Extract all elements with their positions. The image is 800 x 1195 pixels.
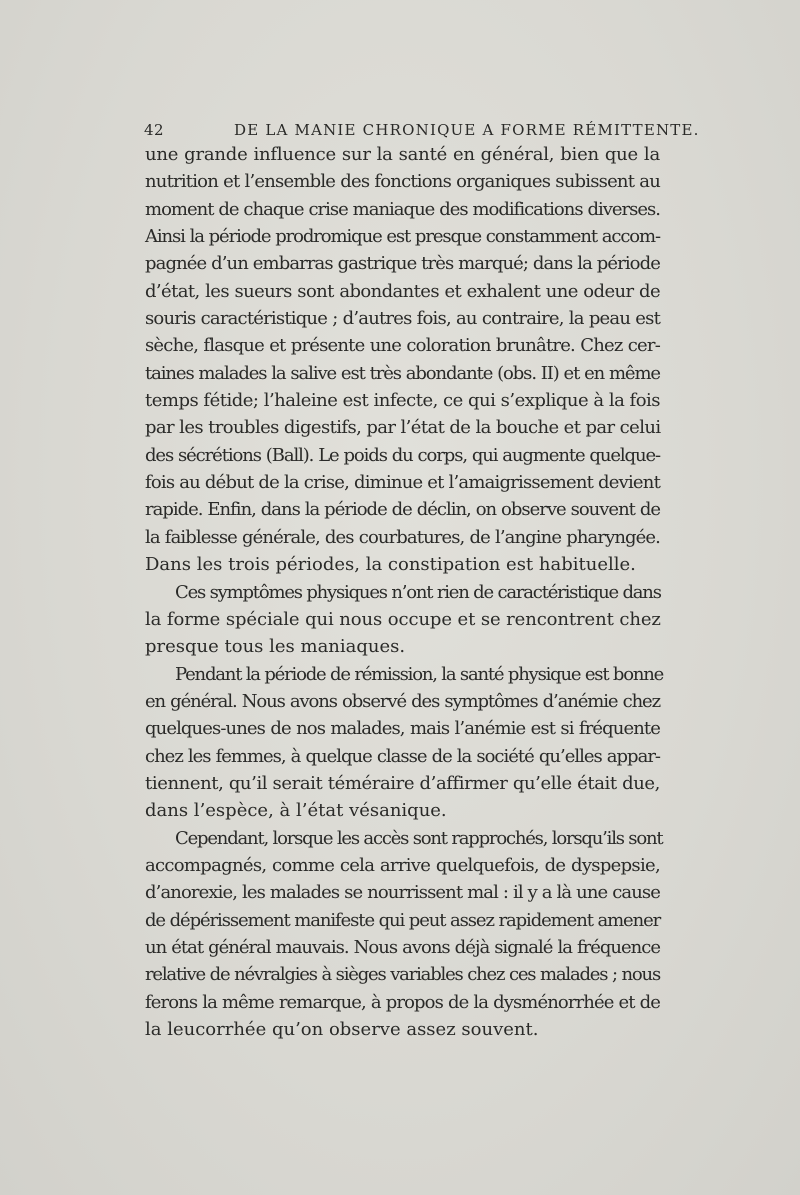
text-line: des sécrétions (Ball). Le poids du corps, qui augmente quelque- bbox=[145, 444, 660, 466]
text-line: moment de chaque crise maniaque des modifications diverses. bbox=[145, 198, 660, 220]
text-line: une grande influence sur la santé en général, bien que la bbox=[145, 144, 660, 165]
text-line: nutrition et l’ensemble des fonctions organiques subissent au bbox=[145, 171, 660, 193]
text-line: presque tous les maniaques. bbox=[145, 636, 406, 658]
text-line: taines malades la salive est très abondante (obs. II) et en même bbox=[145, 362, 660, 384]
text-line: Pendant la période de rémission, la santé physique est bonne bbox=[175, 663, 664, 685]
text-line: d’anorexie, les malades se nourrissent mal : il y a là une cause bbox=[145, 882, 660, 904]
text-line: Ces symptômes physiques n’ont rien de caractéristique dans bbox=[175, 581, 661, 603]
text-line: temps fétide; l’haleine est infecte, ce qui s’explique à la fois bbox=[145, 390, 661, 412]
text-line: chez les femmes, à quelque classe de la société qu’elles appar- bbox=[145, 745, 660, 767]
text-line: la forme spéciale qui nous occupe et se rencontrent chez bbox=[145, 608, 661, 630]
text-line: un état général mauvais. Nous avons déjà signalé la fréquence bbox=[145, 936, 660, 958]
text-line: ferons la même remarque, à propos de la dysménorrhée et de bbox=[145, 991, 660, 1013]
text-line: quelques-unes de nos malades, mais l’anémie est si fréquente bbox=[145, 718, 660, 740]
body-text bbox=[145, 141, 664, 1043]
text-line: Ainsi la période prodromique est presque constamment accom- bbox=[145, 226, 660, 248]
text-line: dans l’espèce, à l’état vésanique. bbox=[145, 800, 447, 822]
running-head: DE LA MANIE CHRONIQUE A FORME RÉMITTENTE. bbox=[234, 121, 700, 139]
text-line: la leucorrhée qu’on observe assez souvent. bbox=[145, 1019, 539, 1040]
text-line: relative de névralgies à sièges variables chez ces malades ; nous bbox=[145, 964, 660, 986]
text-line: la faiblesse générale, des courbatures, de l’angine pharyngée. bbox=[145, 526, 660, 548]
page-number: 42 bbox=[144, 121, 165, 139]
text-line: d’état, les sueurs sont abondantes et exhalent une odeur de bbox=[145, 280, 660, 302]
text-line: de dépérissement manifeste qui peut assez rapidement amener bbox=[145, 909, 661, 931]
text-line: souris caractéristique ; d’autres fois, au contraire, la peau est bbox=[145, 308, 660, 330]
text-line: rapide. Enfin, dans la période de déclin, on observe souvent de bbox=[145, 499, 660, 521]
text-line: accompagnés, comme cela arrive quelquefois, de dyspepsie, bbox=[145, 854, 660, 876]
text-line: par les troubles digestifs, par l’état de la bouche et par celui bbox=[145, 417, 661, 439]
text-line: fois au début de la crise, diminue et l’amaigrissement devient bbox=[145, 472, 660, 494]
text-line: Cependant, lorsque les accès sont rapprochés, lorsqu’ils sont bbox=[175, 827, 663, 849]
text-line: Dans les trois périodes, la constipation est habituelle. bbox=[145, 554, 636, 576]
text-line: tiennent, qu’il serait téméraire d’affirmer qu’elle était due, bbox=[145, 772, 660, 794]
page-header bbox=[144, 121, 700, 143]
text-line: pagnée d’un embarras gastrique très marqué; dans la période bbox=[145, 253, 660, 275]
text-line: en général. Nous avons observé des symptômes d’anémie chez bbox=[145, 690, 660, 712]
text-line: sèche, flasque et présente une coloration brunâtre. Chez cer- bbox=[145, 335, 660, 357]
